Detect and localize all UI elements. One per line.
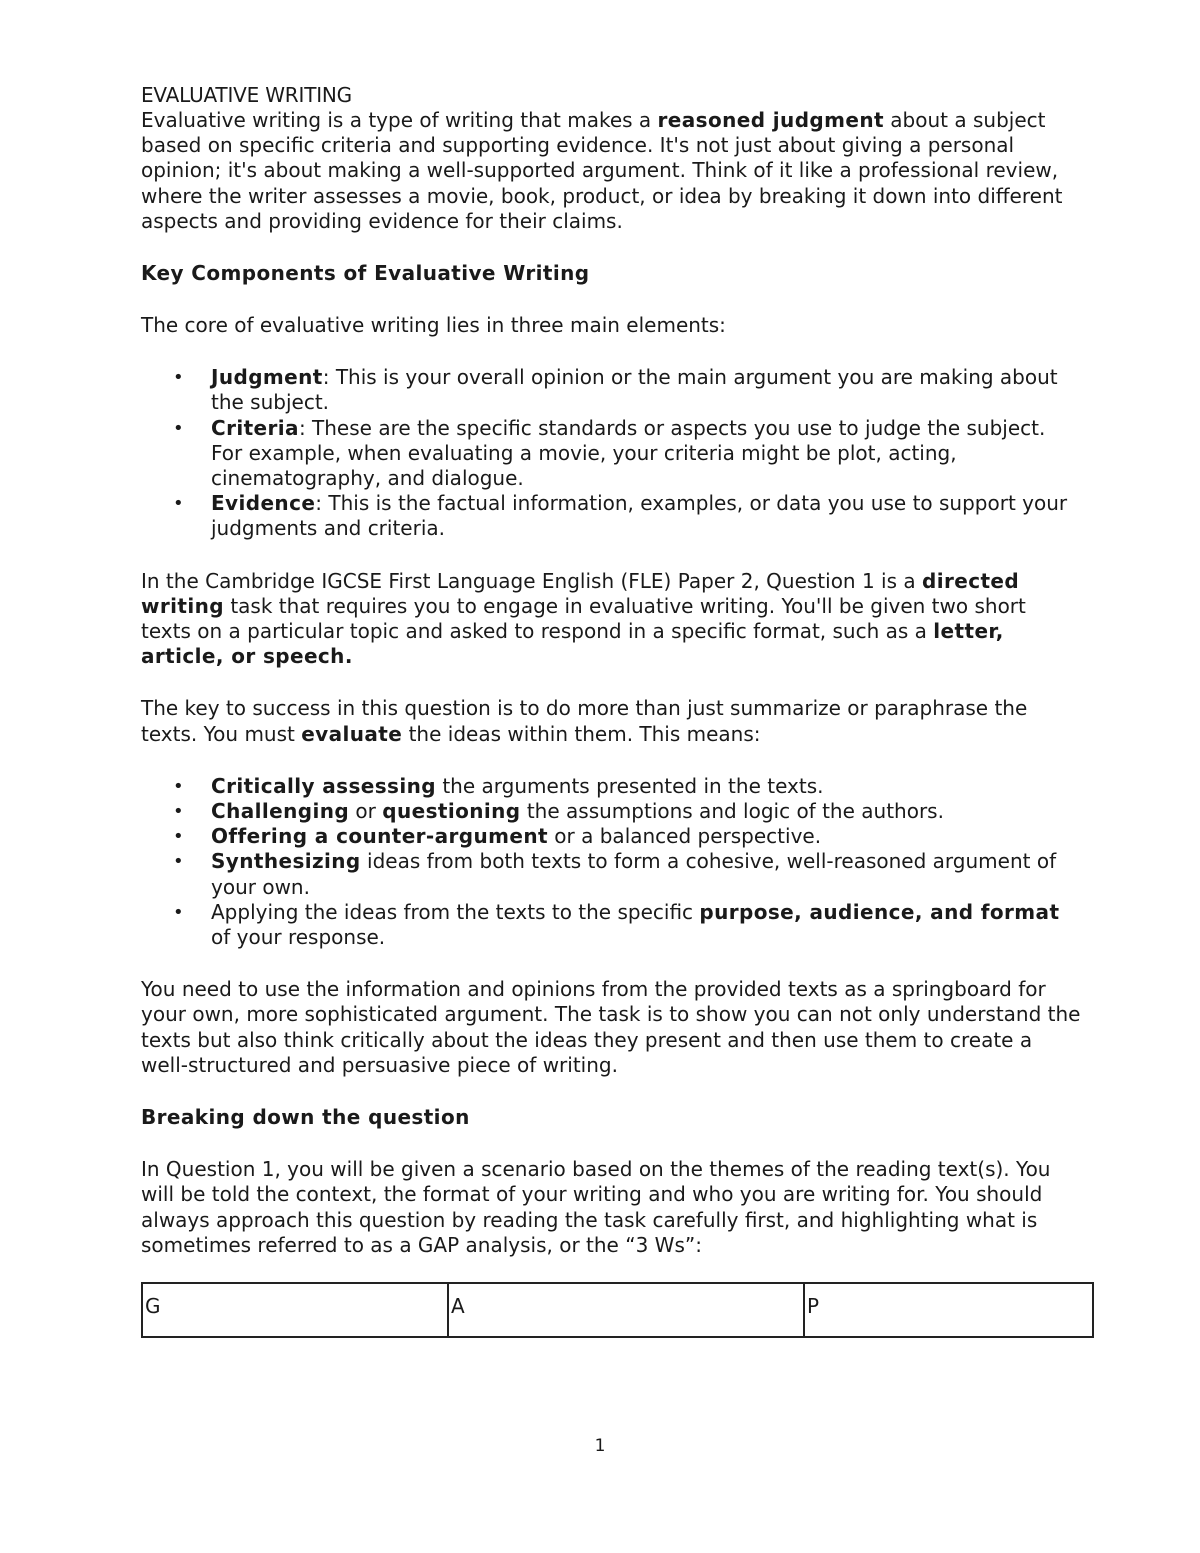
list-item: • Synthesizing ideas from both texts to form a cohesive, well-reasoned argument of your own.	[173, 849, 1057, 899]
cambridge-paragraph: In the Cambridge IGCSE First Language English (FLE) Paper 2, Question 1 is a directed writing task that requires you to engage in evaluative writing. You'll be given two short texts on a particular topic and asked to respond in a specific format, such as a letter, article, or speech.	[141, 568, 1026, 669]
components-list	[141, 365, 1081, 541]
bullet-icon: •	[173, 367, 184, 389]
bullet-icon: •	[173, 826, 184, 848]
bullet-icon: •	[173, 775, 184, 797]
list-item: • Offering a counter-argument or a balanced perspective.	[173, 824, 822, 849]
document-page	[141, 83, 1081, 1338]
list-item: • Critically assessing the arguments presented in the texts.	[173, 773, 824, 798]
table-row	[142, 1283, 1093, 1337]
bullet-icon: •	[173, 901, 184, 923]
table-cell-a: A	[448, 1283, 804, 1337]
table-cell-p: P	[804, 1283, 1093, 1337]
list-item: • Judgment: This is your overall opinion or the main argument you are making about the subject.	[173, 365, 1058, 415]
table-cell-g: G	[142, 1283, 448, 1337]
intro-paragraph: Evaluative writing is a type of writing that makes a reasoned judgment about a subject based on specific criteria and supporting evidence. It's not just about giving a personal opinion; it's about making a well-supported argument. Think of it like a professional review, where the writer assesses a movie, book, product, or idea by breaking it down into different aspects and providing evidence for their claims.	[141, 108, 1063, 233]
list-item: • Criteria: These are the specific standards or aspects you use to judge the subject. For example, when evaluating a movie, your criteria might be plot, acting, cinematography, and dialogue.	[173, 415, 1046, 491]
bullet-icon: •	[173, 417, 184, 439]
core-intro: The core of evaluative writing lies in three main elements:	[141, 313, 726, 338]
list-item: • Challenging or questioning the assumptions and logic of the authors.	[173, 799, 944, 824]
key-success-paragraph: The key to success in this question is to do more than just summarize or paraphrase the texts. You must evaluate the ideas within them. This means:	[141, 696, 1028, 746]
bullet-icon: •	[173, 493, 184, 515]
bullet-icon: •	[173, 801, 184, 823]
question-intro-paragraph: In Question 1, you will be given a scenario based on the themes of the reading text(s). You will be told the context, the format of your writing and who you are writing for. You should always approach this question by reading the task carefully first, and highlighting what is sometimes referred to as a GAP analysis, or the “3 Ws”:	[141, 1157, 1051, 1257]
heading-key-components: Key Components of Evaluative Writing	[141, 261, 590, 286]
bullet-icon: •	[173, 851, 184, 873]
gap-table	[141, 1282, 1094, 1338]
list-item: • Applying the ideas from the texts to the specific purpose, audience, and format of your response.	[173, 899, 1060, 950]
means-list	[141, 774, 1081, 950]
heading-breaking-down: Breaking down the question	[141, 1105, 470, 1130]
document-title: EVALUATIVE WRITING	[141, 83, 352, 107]
page-number: 1	[594, 1436, 606, 1456]
springboard-paragraph: You need to use the information and opinions from the provided texts as a springboard for your own, more sophisticated argument. The task is to show you can not only understand the texts but also think critically about the ideas they present and then use them to create a well-structured and persuasive piece of writing.	[141, 977, 1081, 1077]
list-item: • Evidence: This is the factual information, examples, or data you use to support your judgments and criteria.	[173, 491, 1068, 541]
